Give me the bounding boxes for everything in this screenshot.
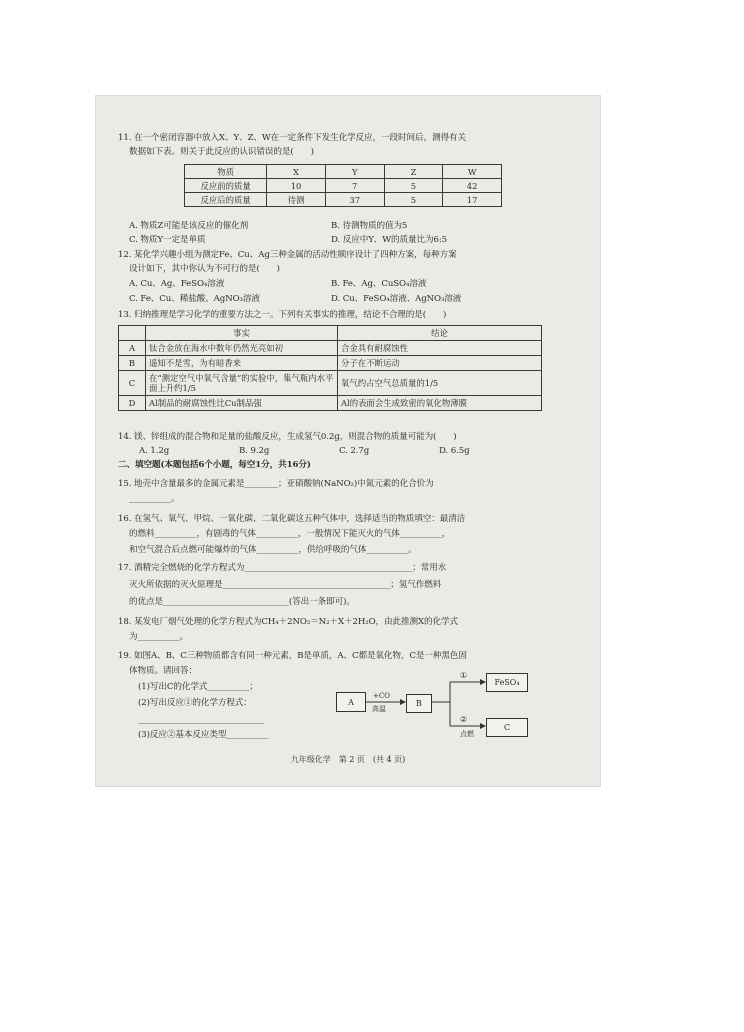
table-row — [119, 396, 542, 411]
arrow-label-co: +CO — [373, 692, 390, 700]
table-cell: 遥知不是雪，为有暗香来 — [146, 356, 338, 371]
q13-line1: 13. 归纳推理是学习化学的重要方法之一。下列有关事实的推理，结论不合理的是( ) — [118, 310, 447, 320]
q14-line1: 14. 镁、锌组成的混合物和足量的盐酸反应，生成氢气0.2g，则混合物的质量可能为( ) — [118, 432, 457, 442]
q19-sub1: (1)写出C的化学式__________； — [138, 682, 258, 692]
table-cell: Al的表面会生成致密的氧化物薄膜 — [338, 396, 542, 411]
diagram-box-feso4: FeSO₄ — [486, 673, 528, 692]
q11-line1: 11. 在一个密闭容器中放入X、Y、Z、W在一定条件下发生化学反应，一段时间后，测得有关 — [118, 133, 466, 143]
table-cell: 氧气约占空气总质量的1/5 — [338, 371, 542, 396]
table-header-cell: 物质 — [185, 165, 267, 179]
q15-line1: 15. 地壳中含量最多的金属元素是________；亚硝酸钠(NaNO₂)中氮元素的化合价为 — [118, 479, 434, 489]
table-header-cell: W — [443, 165, 502, 179]
table-cell: 分子在不断运动 — [338, 356, 542, 371]
table-cell: 17 — [443, 193, 502, 207]
table-cell: B — [119, 356, 146, 371]
arrow-label-ignite: 点燃 — [460, 730, 474, 738]
table-row — [119, 371, 542, 396]
table-cell: Al制品的耐腐蚀性比Cu制品强 — [146, 396, 338, 411]
table-cell: 在“测定空气中氧气含量”的实验中，集气瓶内水平面上升约1/5 — [146, 371, 338, 396]
q11-option-c: C. 物质Y一定是单质 — [129, 235, 206, 245]
table-cell: 10 — [267, 179, 326, 193]
q19-sub2-blank: ______________________________ — [138, 715, 264, 725]
q16-line2: 的燃料__________，有剧毒的气体__________，一般情况下能灭火的气体__________， — [129, 529, 451, 539]
table-cell: 5 — [384, 193, 443, 207]
page-footer: 九年级化学 第 2 页 (共 4 页) — [290, 755, 406, 764]
q16-line3: 和空气混合后点燃可能爆炸的气体__________，供给呼吸的气体__________。 — [129, 545, 417, 555]
table-cell: A — [119, 341, 146, 356]
table-row — [185, 193, 502, 207]
table-cell: 37 — [325, 193, 384, 207]
q19-line2: 体物质。请回答： — [129, 666, 197, 676]
table-header-cell: 结论 — [338, 326, 542, 341]
q11-option-b: B. 待测物质的值为5 — [331, 221, 408, 231]
q11-table — [184, 164, 502, 207]
q14-option-b: B. 9.2g — [239, 446, 270, 456]
table-row — [119, 356, 542, 371]
q12-option-c: C. Fe、Cu、稀盐酸、AgNO₃溶液 — [129, 294, 260, 304]
table-cell: 42 — [443, 179, 502, 193]
table-cell: 反应前的质量 — [185, 179, 267, 193]
q19-line1: 19. 如图A、B、C三种物质都含有同一种元素，B是单质，A、C都是氧化物，C是一种黑色固 — [118, 651, 467, 661]
q19-sub2: (2)写出反应①的化学方程式： — [138, 698, 252, 708]
q19-sub3: (3)反应②基本反应类型__________ — [138, 730, 269, 740]
section-heading: 二、填空题(本题包括6个小题，每空1分，共16分) — [118, 460, 311, 470]
table-header-cell: Y — [325, 165, 384, 179]
q12-option-b: B. Fe、Ag、CuSO₄溶液 — [331, 279, 427, 289]
q14-option-d: D. 6.5g — [439, 446, 470, 456]
table-header-cell: X — [267, 165, 326, 179]
q12-option-d: D. Cu、FeSO₄溶液、AgNO₃溶液 — [331, 294, 462, 304]
q17-line1: 17. 酒精完全燃烧的化学方程式为________________________________________；常用水 — [118, 563, 447, 573]
arrow-label-high-temp: 高温 — [372, 705, 386, 713]
table-row — [185, 179, 502, 193]
table-row — [185, 165, 502, 179]
q12-line2: 设计如下，其中你认为不可行的是( ) — [129, 264, 280, 274]
table-cell: D — [119, 396, 146, 411]
reaction-1-label: ① — [460, 671, 468, 680]
q12-line1: 12. 某化学兴趣小组为测定Fe、Cu、Ag三种金属的活动性顺序设计了四种方案，每种方案 — [118, 250, 457, 260]
q11-option-d: D. 反应中Y、W的质量比为6:5 — [331, 235, 448, 245]
table-header-cell: Z — [384, 165, 443, 179]
table-cell: 合金具有耐腐蚀性 — [338, 341, 542, 356]
diagram-box-b: B — [406, 694, 432, 713]
q17-line2: 灭火所依据的灭火原理是________________________________________；氢气作燃料 — [129, 580, 442, 590]
diagram-box-c: C — [486, 718, 528, 737]
table-cell: 钛合金放在海水中数年仍然光亮如初 — [146, 341, 338, 356]
table-cell: 7 — [325, 179, 384, 193]
q11-line2: 数据如下表。则关于此反应的认识错误的是( ) — [129, 147, 314, 157]
table-cell: C — [119, 371, 146, 396]
q17-line3: 的优点是______________________________(答出一条即可)。 — [129, 597, 355, 607]
q16-line1: 16. 在氢气、氧气、甲烷、一氧化碳、二氧化碳这五种气体中，选择适当的物质填空：最清洁 — [118, 514, 466, 524]
q12-option-a: A. Cu、Ag、FeSO₄溶液 — [129, 279, 225, 289]
diagram-box-a: A — [336, 692, 366, 712]
q18-line1: 18. 某发电厂烟气处理的化学方程式为CH₄＋2NO₂＝N₂＋X＋2H₂O，由此推测X的化学式 — [118, 617, 458, 627]
q18-line2: 为__________。 — [129, 632, 188, 642]
q11-option-a: A. 物质Z可能是该反应的催化剂 — [129, 221, 249, 231]
reaction-diagram-lines — [332, 668, 572, 744]
table-row — [119, 341, 542, 356]
table-cell: 待测 — [267, 193, 326, 207]
table-row — [119, 326, 542, 341]
reaction-2-label: ② — [460, 715, 468, 724]
table-cell: 5 — [384, 179, 443, 193]
table-header-cell — [119, 326, 146, 341]
q14-option-c: C. 2.7g — [339, 446, 370, 456]
table-header-cell: 事实 — [146, 326, 338, 341]
q13-table — [118, 325, 542, 411]
table-cell: 反应后的质量 — [185, 193, 267, 207]
q15-line2: __________。 — [129, 494, 180, 504]
exam-sheet — [96, 96, 600, 786]
q14-option-a: A. 1.2g — [139, 446, 170, 456]
